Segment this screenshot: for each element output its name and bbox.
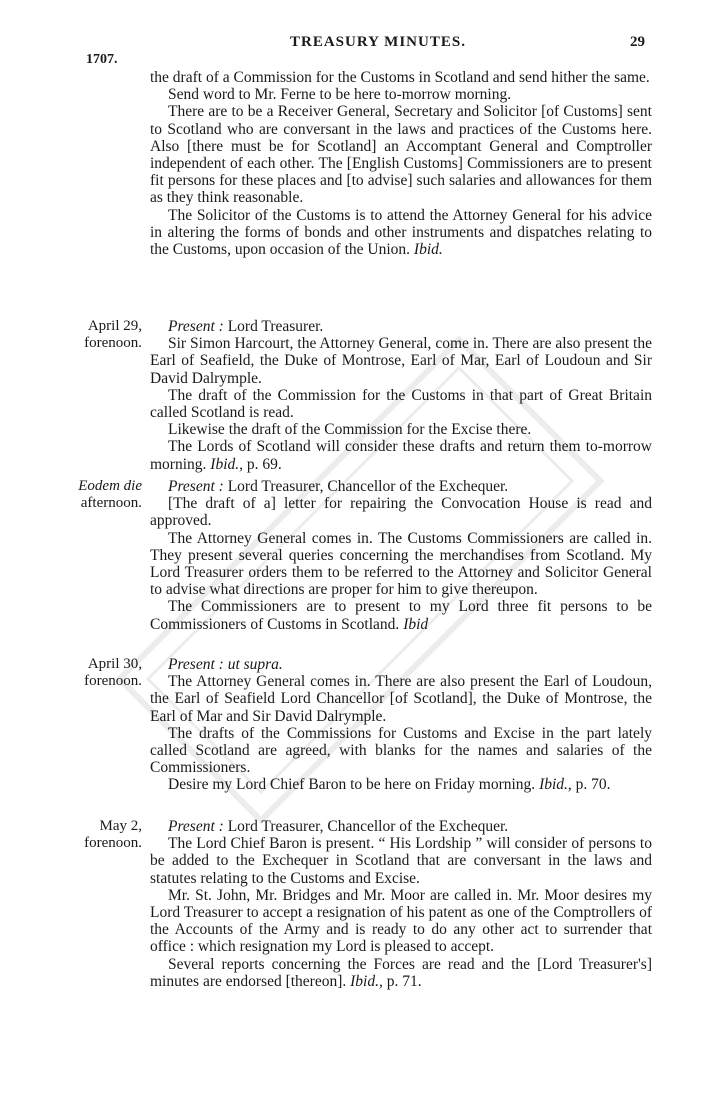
paragraph: Sir Simon Harcourt, the Attorney General, come in. There are also present the Earl of Seafield, the Duke of Montrose, Earl of Mar, Earl of Loudoun and Sir David Dalrymple. xyxy=(150,335,652,387)
reference: Ibid., xyxy=(539,776,572,794)
paragraph: [The draft of a] letter for repairing the Convocation House is read and approved. xyxy=(150,495,652,530)
entry-date: Eodem die xyxy=(78,478,142,494)
paragraph: The Lord Chief Baron is present. “ His Lordship ” will consider of persons to be added to the Exchequer in Scotland that are conversant in the laws and statutes relating to the Customs and Excise. xyxy=(150,835,652,887)
present-line: Present : Lord Treasurer, Chancellor of the Exchequer. xyxy=(168,478,509,495)
paragraph: Several reports concerning the Forces are read and the [Lord Treasurer's] minutes are endorsed [thereon]. Ibid., p. 71. xyxy=(150,955,652,990)
paragraph: Desire my Lord Chief Baron to be here on Friday morning. Ibid., p. 70. xyxy=(168,776,611,794)
present-label: Present : xyxy=(168,478,224,495)
reference: Ibid. xyxy=(413,241,443,259)
paragraph: There are to be a Receiver General, Secretary and Solicitor [of Customs] sent to Scotland who are conversant in the laws and practices of the Customs here. Also [there must be for Scotland] an Accomptant General and Comptroller independent of each other. The [English Customs] Commissioners are to present fit persons for these places and [to advise] such salaries and allowances for them as they think reasonable. xyxy=(150,103,652,207)
reference: Ibid., xyxy=(350,972,383,990)
entry-block xyxy=(150,818,652,990)
entry-time: forenoon. xyxy=(84,673,142,690)
paragraph: The drafts of the Commissions for Customs and Excise in the part lately called Scotland are agreed, with blanks for the names and salaries of the Commissioners. xyxy=(150,724,652,777)
paragraph: Likewise the draft of the Commission for the Excise there. xyxy=(168,421,532,439)
paragraph: The draft of the Commission for the Customs in that part of Great Britain called Scotland is read. xyxy=(150,386,652,422)
paragraph: The Attorney General comes in. There are also present the Earl of Loudoun, the Earl of Seafield Lord Chancellor [of Scotland], the Duke of Montrose, the Earl of Mar and Sir David Dalrymple. xyxy=(150,673,652,725)
margin-year: 1707. xyxy=(86,52,118,67)
present-label: Present : xyxy=(168,656,224,673)
reference: Ibid., xyxy=(210,455,243,473)
present-line: Present : Lord Treasurer, Chancellor of the Exchequer. xyxy=(168,818,509,835)
page-number: 29 xyxy=(630,34,645,50)
paragraph: The Lords of Scotland will consider these drafts and return them to-morrow morning. Ibid., p. 69. xyxy=(150,438,652,473)
paragraph: The Commissioners are to present to my Lord three fit persons to be Commissioners of Customs in Scotland. Ibid xyxy=(150,598,652,633)
paragraph: The Attorney General comes in. The Customs Commissioners are called in. They present several queries concerning the merchandises from Scotland. My Lord Treasurer orders them to be referred to the Attorney and Solicitor General to advise what directions are proper for him to give thereupon. xyxy=(150,529,652,599)
paragraph: The Solicitor of the Customs is to attend the Attorney General for his advice in altering the forms of bonds and other instruments and dispatches relating to the Customs, upon occasion of the Union. Ibid. xyxy=(150,206,652,259)
entry-time: forenoon. xyxy=(84,835,142,852)
paragraph: Mr. St. John, Mr. Bridges and Mr. Moor are called in. Mr. Moor desires my Lord Treasurer to accept a resignation of his patent as one of the Comptrollers of the Accounts of the Army and is ready to do any other act to surrender that office : which resignation my Lord is pleased to accept. xyxy=(150,886,652,956)
entry-date-note xyxy=(62,818,142,852)
present-line: Present : ut supra. xyxy=(168,656,283,673)
entry-block xyxy=(150,656,652,794)
running-title: TREASURY MINUTES. xyxy=(290,34,466,50)
intro-block xyxy=(150,69,652,258)
paragraph: Send word to Mr. Ferne to be here to-morrow morning. xyxy=(168,86,512,104)
entry-block xyxy=(150,478,652,633)
entry-block xyxy=(150,318,652,473)
entry-date: April 29, xyxy=(87,318,142,334)
present-label: Present : xyxy=(168,318,224,335)
paragraph: the draft of a Commission for the Customs in Scotland and send hither the same. xyxy=(150,69,650,86)
entry-date-note xyxy=(62,478,142,512)
present-line: Present : Lord Treasurer. xyxy=(168,318,324,335)
present-label: Present : xyxy=(168,818,224,835)
entry-date: May 2, xyxy=(99,818,142,834)
entry-time: afternoon. xyxy=(80,495,142,512)
entry-date-note xyxy=(62,318,142,352)
entry-date-note xyxy=(62,656,142,690)
entry-date: April 30, xyxy=(87,656,142,672)
entry-time: forenoon. xyxy=(84,335,142,352)
reference: Ibid xyxy=(403,615,429,633)
